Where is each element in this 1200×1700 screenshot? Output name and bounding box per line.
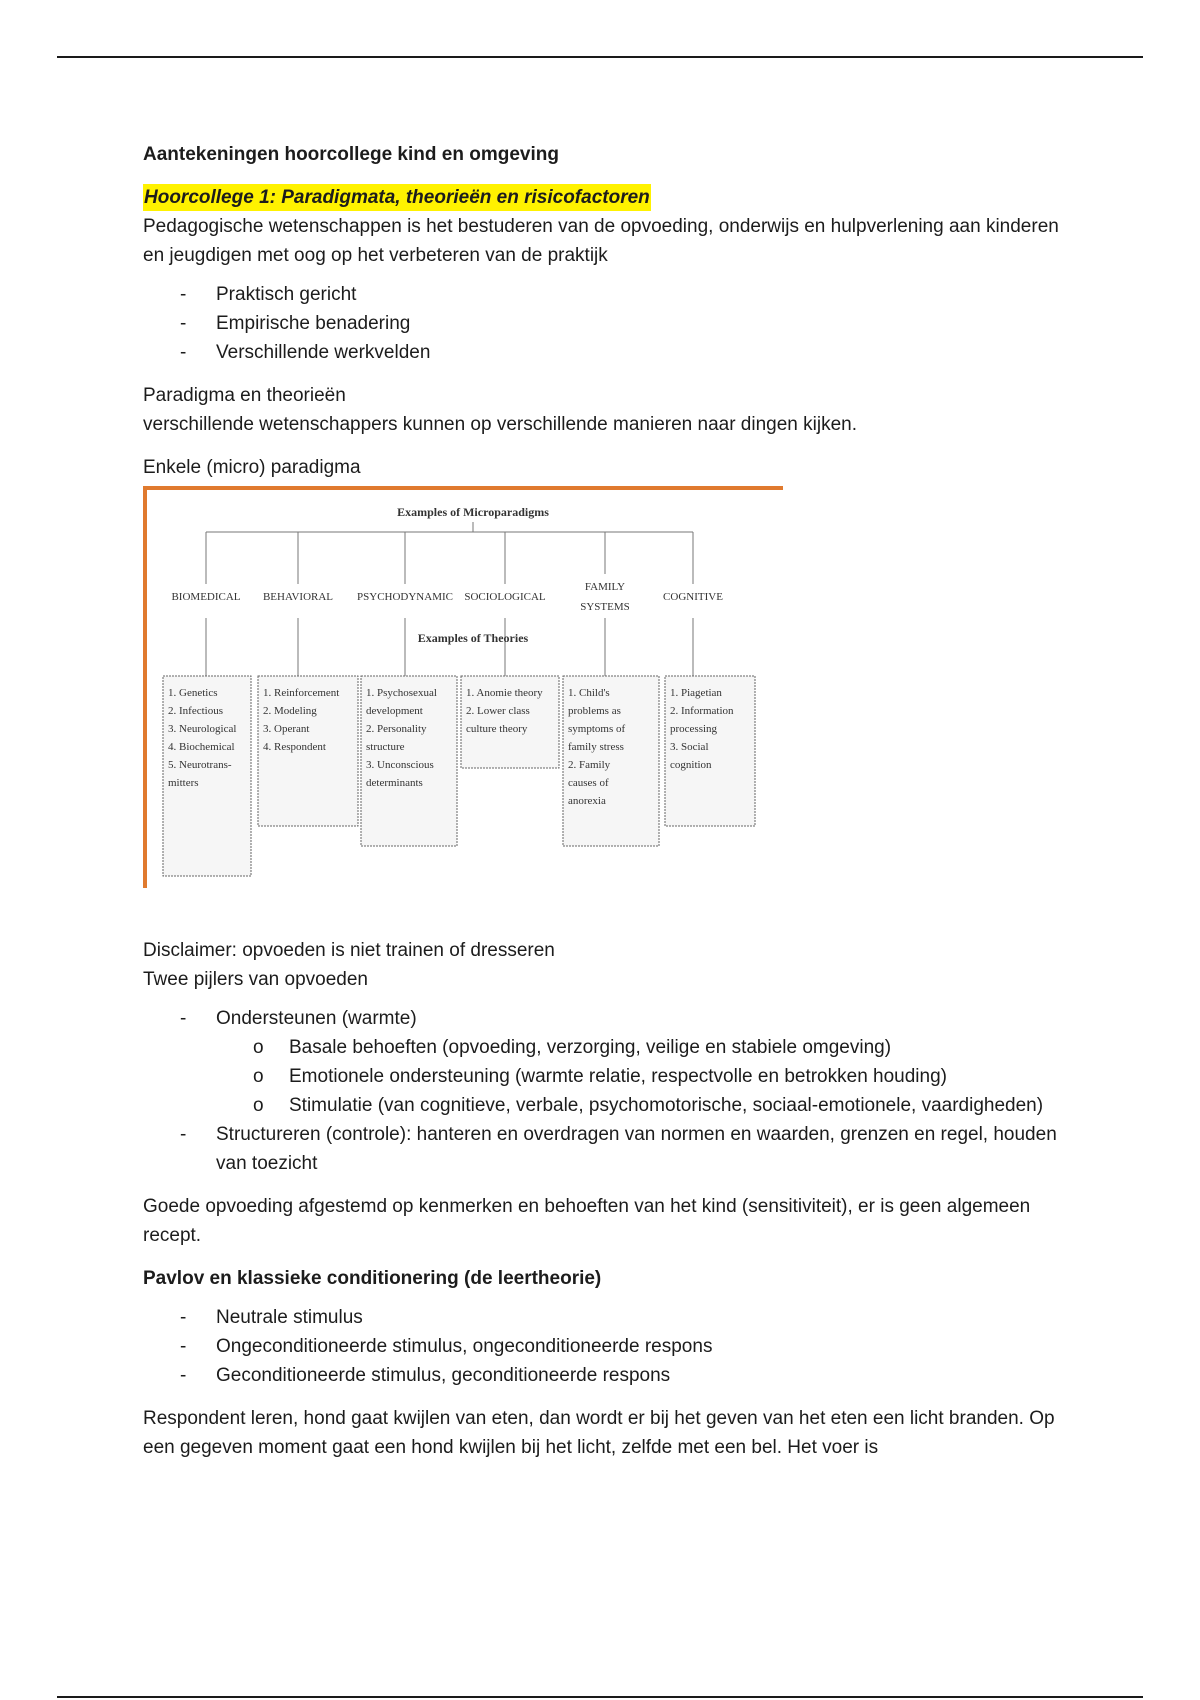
figure-title: Examples of Microparadigms bbox=[397, 505, 549, 519]
theory-item: 1. Reinforcement bbox=[263, 687, 340, 699]
respondent-paragraph: Respondent leren, hond gaat kwijlen van eten, dan wordt er bij het geven van het eten een licht branden. Op een gegeven moment gaat een hond kwijlen bij het licht, zelfde met een bel. Het voer is bbox=[143, 1408, 1055, 1458]
paradigm-label: COGNITIVE bbox=[663, 591, 723, 603]
theory-item: 1. Psychosexual bbox=[366, 687, 437, 699]
paradigm-label: FAMILY bbox=[584, 581, 626, 593]
list-item: - Ongeconditioneerde stimulus, ongeconditioneerde respons bbox=[143, 1332, 1063, 1361]
theory-item: 1. Anomie theory bbox=[466, 687, 543, 699]
theory-item: 2. Personality bbox=[366, 723, 427, 735]
disclaimer: Disclaimer: opvoeden is niet trainen of dresseren bbox=[143, 940, 555, 961]
pillars-heading: Twee pijlers van opvoeden bbox=[143, 969, 368, 990]
list-item: - Empirische benadering bbox=[143, 309, 1063, 338]
paradigm-text: verschillende wetenschappers kunnen op verschillende manieren naar dingen kijken. bbox=[143, 414, 857, 435]
list-item bbox=[143, 1004, 1063, 1120]
list-item: - Praktisch gericht bbox=[143, 280, 1063, 309]
pillars-list bbox=[143, 1004, 1063, 1178]
document-title: Aantekeningen hoorcollege kind en omgeving bbox=[143, 144, 559, 165]
theory-item: development bbox=[366, 705, 423, 717]
sub-list-item: o Stimulatie (van cognitieve, verbale, psychomotorische, sociaal-emotionele, vaardigheden) bbox=[216, 1091, 1063, 1120]
microparadigms-figure bbox=[143, 486, 783, 888]
paradigm-label: SOCIOLOGICAL bbox=[464, 591, 546, 603]
paradigm-label: SYSTEMS bbox=[580, 601, 630, 613]
theory-item: 2. Infectious bbox=[168, 705, 223, 717]
theory-item: structure bbox=[366, 741, 405, 753]
theory-item: cognition bbox=[670, 759, 712, 771]
paradigm-label: PSYCHODYNAMIC bbox=[357, 591, 453, 603]
figure-top-border bbox=[143, 486, 783, 490]
document-body bbox=[143, 140, 1063, 1462]
list-item: - Verschillende werkvelden bbox=[143, 338, 1063, 367]
theory-item: 1. Child's bbox=[568, 687, 610, 699]
paradigm-label: BEHAVIORAL bbox=[262, 591, 334, 603]
theory-item: symptoms of bbox=[568, 723, 626, 735]
pavlov-list bbox=[143, 1303, 1063, 1390]
footer-rule bbox=[57, 1696, 1143, 1698]
theory-item: 2. Family bbox=[568, 759, 611, 771]
theory-item: 1. Piagetian bbox=[670, 687, 722, 699]
intro-paragraph: Pedagogische wetenschappen is het bestuderen van de opvoeding, onderwijs en hulpverlening aan kinderen en jeugdigen met oog op het verbeteren van de praktijk bbox=[143, 216, 1059, 266]
theory-item: problems as bbox=[568, 705, 621, 717]
theory-item: 3. Social bbox=[670, 741, 709, 753]
pillar-support: Ondersteunen (warmte) bbox=[216, 1008, 417, 1029]
theory-item: 1. Genetics bbox=[168, 687, 218, 699]
theory-item: 3. Unconscious bbox=[366, 759, 434, 771]
list-item: - Geconditioneerde stimulus, geconditioneerde respons bbox=[143, 1361, 1063, 1390]
microparadigms-diagram bbox=[143, 486, 783, 888]
theory-item: 3. Neurological bbox=[168, 723, 237, 735]
paradigm-heading: Paradigma en theorieën bbox=[143, 385, 346, 406]
list-item: - Structureren (controle): hanteren en overdragen van normen en waarden, grenzen en regel, houden van toezicht bbox=[143, 1120, 1063, 1178]
sub-list-item: o Basale behoeften (opvoeding, verzorging, veilige en stabiele omgeving) bbox=[216, 1033, 1063, 1062]
header-rule bbox=[57, 56, 1143, 58]
theory-item: 5. Neurotrans- bbox=[168, 759, 232, 771]
theory-item: processing bbox=[670, 723, 718, 735]
theory-item: 2. Modeling bbox=[263, 705, 317, 717]
intro-list bbox=[143, 280, 1063, 367]
good-parenting-paragraph: Goede opvoeding afgestemd op kenmerken en behoeften van het kind (sensitiviteit), er is geen algemeen recept. bbox=[143, 1196, 1031, 1246]
theory-item: 4. Biochemical bbox=[168, 741, 235, 753]
theory-item: 2. Information bbox=[670, 705, 734, 717]
sub-list-item: o Emotionele ondersteuning (warmte relatie, respectvolle en betrokken houding) bbox=[216, 1062, 1063, 1091]
theory-item: family stress bbox=[568, 741, 624, 753]
list-item: - Neutrale stimulus bbox=[143, 1303, 1063, 1332]
figure-left-border bbox=[143, 486, 147, 888]
theory-item: 2. Lower class bbox=[466, 705, 530, 717]
theory-item: 4. Respondent bbox=[263, 741, 326, 753]
theory-item: anorexia bbox=[568, 795, 606, 807]
micro-label: Enkele (micro) paradigma bbox=[143, 457, 361, 478]
theory-item: causes of bbox=[568, 777, 609, 789]
paradigm-label: BIOMEDICAL bbox=[171, 591, 241, 603]
lecture-heading: Hoorcollege 1: Paradigmata, theorieën en risicofactoren bbox=[143, 184, 651, 211]
pavlov-heading: Pavlov en klassieke conditionering (de leertheorie) bbox=[143, 1268, 602, 1289]
theory-item: mitters bbox=[168, 777, 199, 789]
theory-item: culture theory bbox=[466, 723, 528, 735]
support-sublist bbox=[216, 1033, 1063, 1120]
theory-item: 3. Operant bbox=[263, 723, 310, 735]
theory-item: determinants bbox=[366, 777, 423, 789]
theories-label: Examples of Theories bbox=[417, 631, 529, 645]
